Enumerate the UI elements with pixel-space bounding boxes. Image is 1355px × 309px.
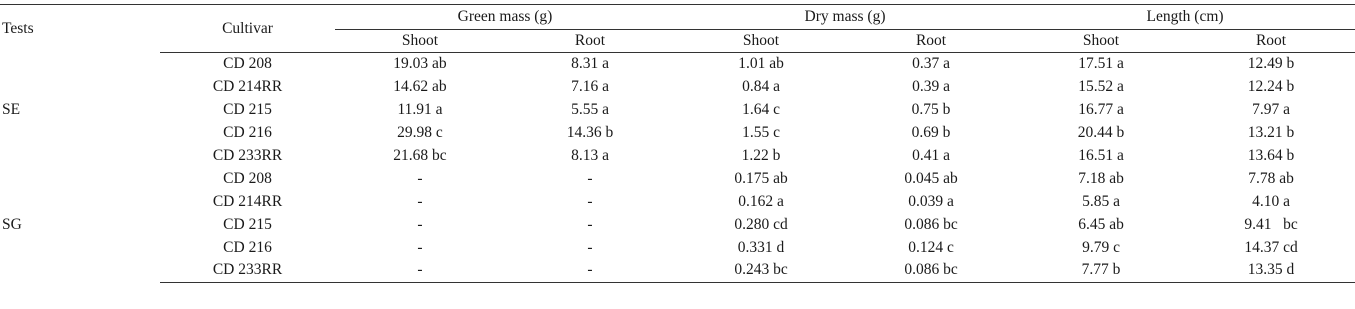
- cultivar-cell: CD 215: [223, 215, 272, 233]
- cultivar-cell: CD 233RR: [160, 259, 335, 282]
- value-cell: 6.45 ab: [1078, 215, 1124, 233]
- value-cell: 17.51 a: [1078, 55, 1124, 73]
- table-row: [0, 99, 1355, 122]
- value-cell: 1.22 b: [741, 147, 781, 164]
- value-cell: 0.331 d: [737, 238, 785, 256]
- table-row: [0, 145, 1355, 168]
- value-cell: 13.64 b: [1247, 147, 1295, 164]
- value-cell: 0.75 b: [911, 101, 951, 119]
- table-row: [0, 53, 1355, 76]
- test-label: SE: [2, 100, 21, 118]
- value-cell: 16.51 a: [1078, 147, 1124, 164]
- header-cultivar: Cultivar: [160, 5, 335, 53]
- value-cell: 14.36 b: [566, 124, 614, 142]
- value-cell: 19.03 ab: [393, 55, 447, 73]
- value-cell: 0.37 a: [912, 55, 950, 73]
- value-cell: 0.175 ab: [734, 169, 788, 187]
- cultivar-cell: CD 208: [223, 55, 272, 73]
- value-cell: 0.086 bc: [847, 259, 1015, 282]
- value-cell: 5.55 a: [571, 101, 609, 119]
- cultivar-cell: CD 233RR: [212, 147, 283, 164]
- header-sub: Shoot: [335, 30, 505, 53]
- table-row: [0, 213, 1355, 236]
- value-cell: -: [417, 169, 423, 187]
- value-cell: 4.10 a: [1252, 192, 1290, 210]
- value-cell: 1.64 c: [742, 101, 780, 119]
- value-cell: 0.39 a: [912, 78, 950, 96]
- value-cell: 20.44 b: [1077, 124, 1125, 142]
- value-cell: 13.35 d: [1187, 259, 1355, 282]
- value-cell: 16.77 a: [1078, 101, 1124, 119]
- value-cell: 7.77 b: [1015, 259, 1187, 282]
- value-cell: 11.91 a: [397, 101, 443, 119]
- table-row: [0, 236, 1355, 259]
- value-cell: 0.84 a: [742, 78, 780, 96]
- cultivar-cell: CD 214RR: [212, 192, 283, 210]
- table-row: [0, 190, 1355, 213]
- value-cell: 29.98 c: [397, 124, 443, 142]
- value-cell: 9.79 c: [1082, 238, 1120, 256]
- header-sub: Shoot: [675, 30, 847, 53]
- cultivar-cell: CD 214RR: [212, 78, 283, 96]
- header-tests: Tests: [0, 5, 160, 53]
- table-body: [0, 53, 1355, 283]
- header-green-mass: Green mass (g): [335, 5, 675, 30]
- value-cell: 8.13 a: [571, 147, 609, 164]
- value-cell: 13.21 b: [1247, 124, 1295, 142]
- header-sub: Root: [847, 30, 1015, 53]
- cultivar-cell: CD 216: [223, 124, 272, 142]
- value-cell: 1.55 c: [742, 124, 780, 142]
- value-cell: 12.24 b: [1247, 78, 1295, 96]
- value-cell: 0.41 a: [912, 147, 950, 164]
- value-cell: 0.124 c: [908, 238, 954, 256]
- header-dry-mass: Dry mass (g): [675, 5, 1015, 30]
- table-row: [0, 167, 1355, 190]
- header-sub: Root: [505, 30, 675, 53]
- header-sub: Shoot: [1015, 30, 1187, 53]
- value-cell: -: [587, 169, 593, 187]
- header-length: Length (cm): [1015, 5, 1355, 30]
- header-sub: Root: [1187, 30, 1355, 53]
- value-cell: 5.85 a: [1082, 192, 1120, 210]
- value-cell: 0.086 bc: [904, 215, 958, 233]
- value-cell: 1.01 ab: [738, 55, 784, 73]
- value-cell: -: [417, 215, 423, 233]
- header-row-groups: [0, 5, 1355, 30]
- value-cell: -: [505, 259, 675, 282]
- value-cell: 14.62 ab: [393, 78, 447, 96]
- value-cell: -: [587, 192, 593, 210]
- value-cell: 15.52 a: [1078, 78, 1124, 96]
- cultivar-cell: CD 215: [223, 101, 272, 119]
- value-cell: 0.045 ab: [904, 169, 958, 187]
- cultivar-cell: CD 216: [223, 238, 272, 256]
- table-row: [0, 122, 1355, 145]
- value-cell: -: [417, 238, 423, 256]
- value-cell: -: [587, 238, 593, 256]
- value-cell: 9.41 bc: [1244, 215, 1298, 233]
- value-cell: 7.16 a: [571, 78, 609, 96]
- value-cell: 7.78 ab: [1248, 169, 1294, 187]
- value-cell: 0.039 a: [908, 192, 954, 210]
- value-cell: 21.68 bc: [393, 147, 447, 164]
- value-cell: 0.280 cd: [734, 215, 788, 233]
- value-cell: -: [587, 215, 593, 233]
- results-table: [0, 4, 1355, 283]
- value-cell: 0.243 bc: [675, 259, 847, 282]
- value-cell: 14.37 cd: [1244, 238, 1298, 256]
- value-cell: 12.49 b: [1247, 55, 1295, 73]
- value-cell: 7.18 ab: [1078, 169, 1124, 187]
- value-cell: 0.162 a: [738, 192, 784, 210]
- value-cell: -: [417, 192, 423, 210]
- table-row: [0, 76, 1355, 99]
- value-cell: 8.31 a: [571, 55, 609, 73]
- value-cell: 0.69 b: [911, 124, 951, 142]
- cultivar-cell: CD 208: [223, 169, 272, 187]
- test-label: SG: [2, 215, 22, 233]
- value-cell: -: [335, 259, 505, 282]
- value-cell: 7.97 a: [1252, 101, 1290, 119]
- table-row: [0, 259, 1355, 282]
